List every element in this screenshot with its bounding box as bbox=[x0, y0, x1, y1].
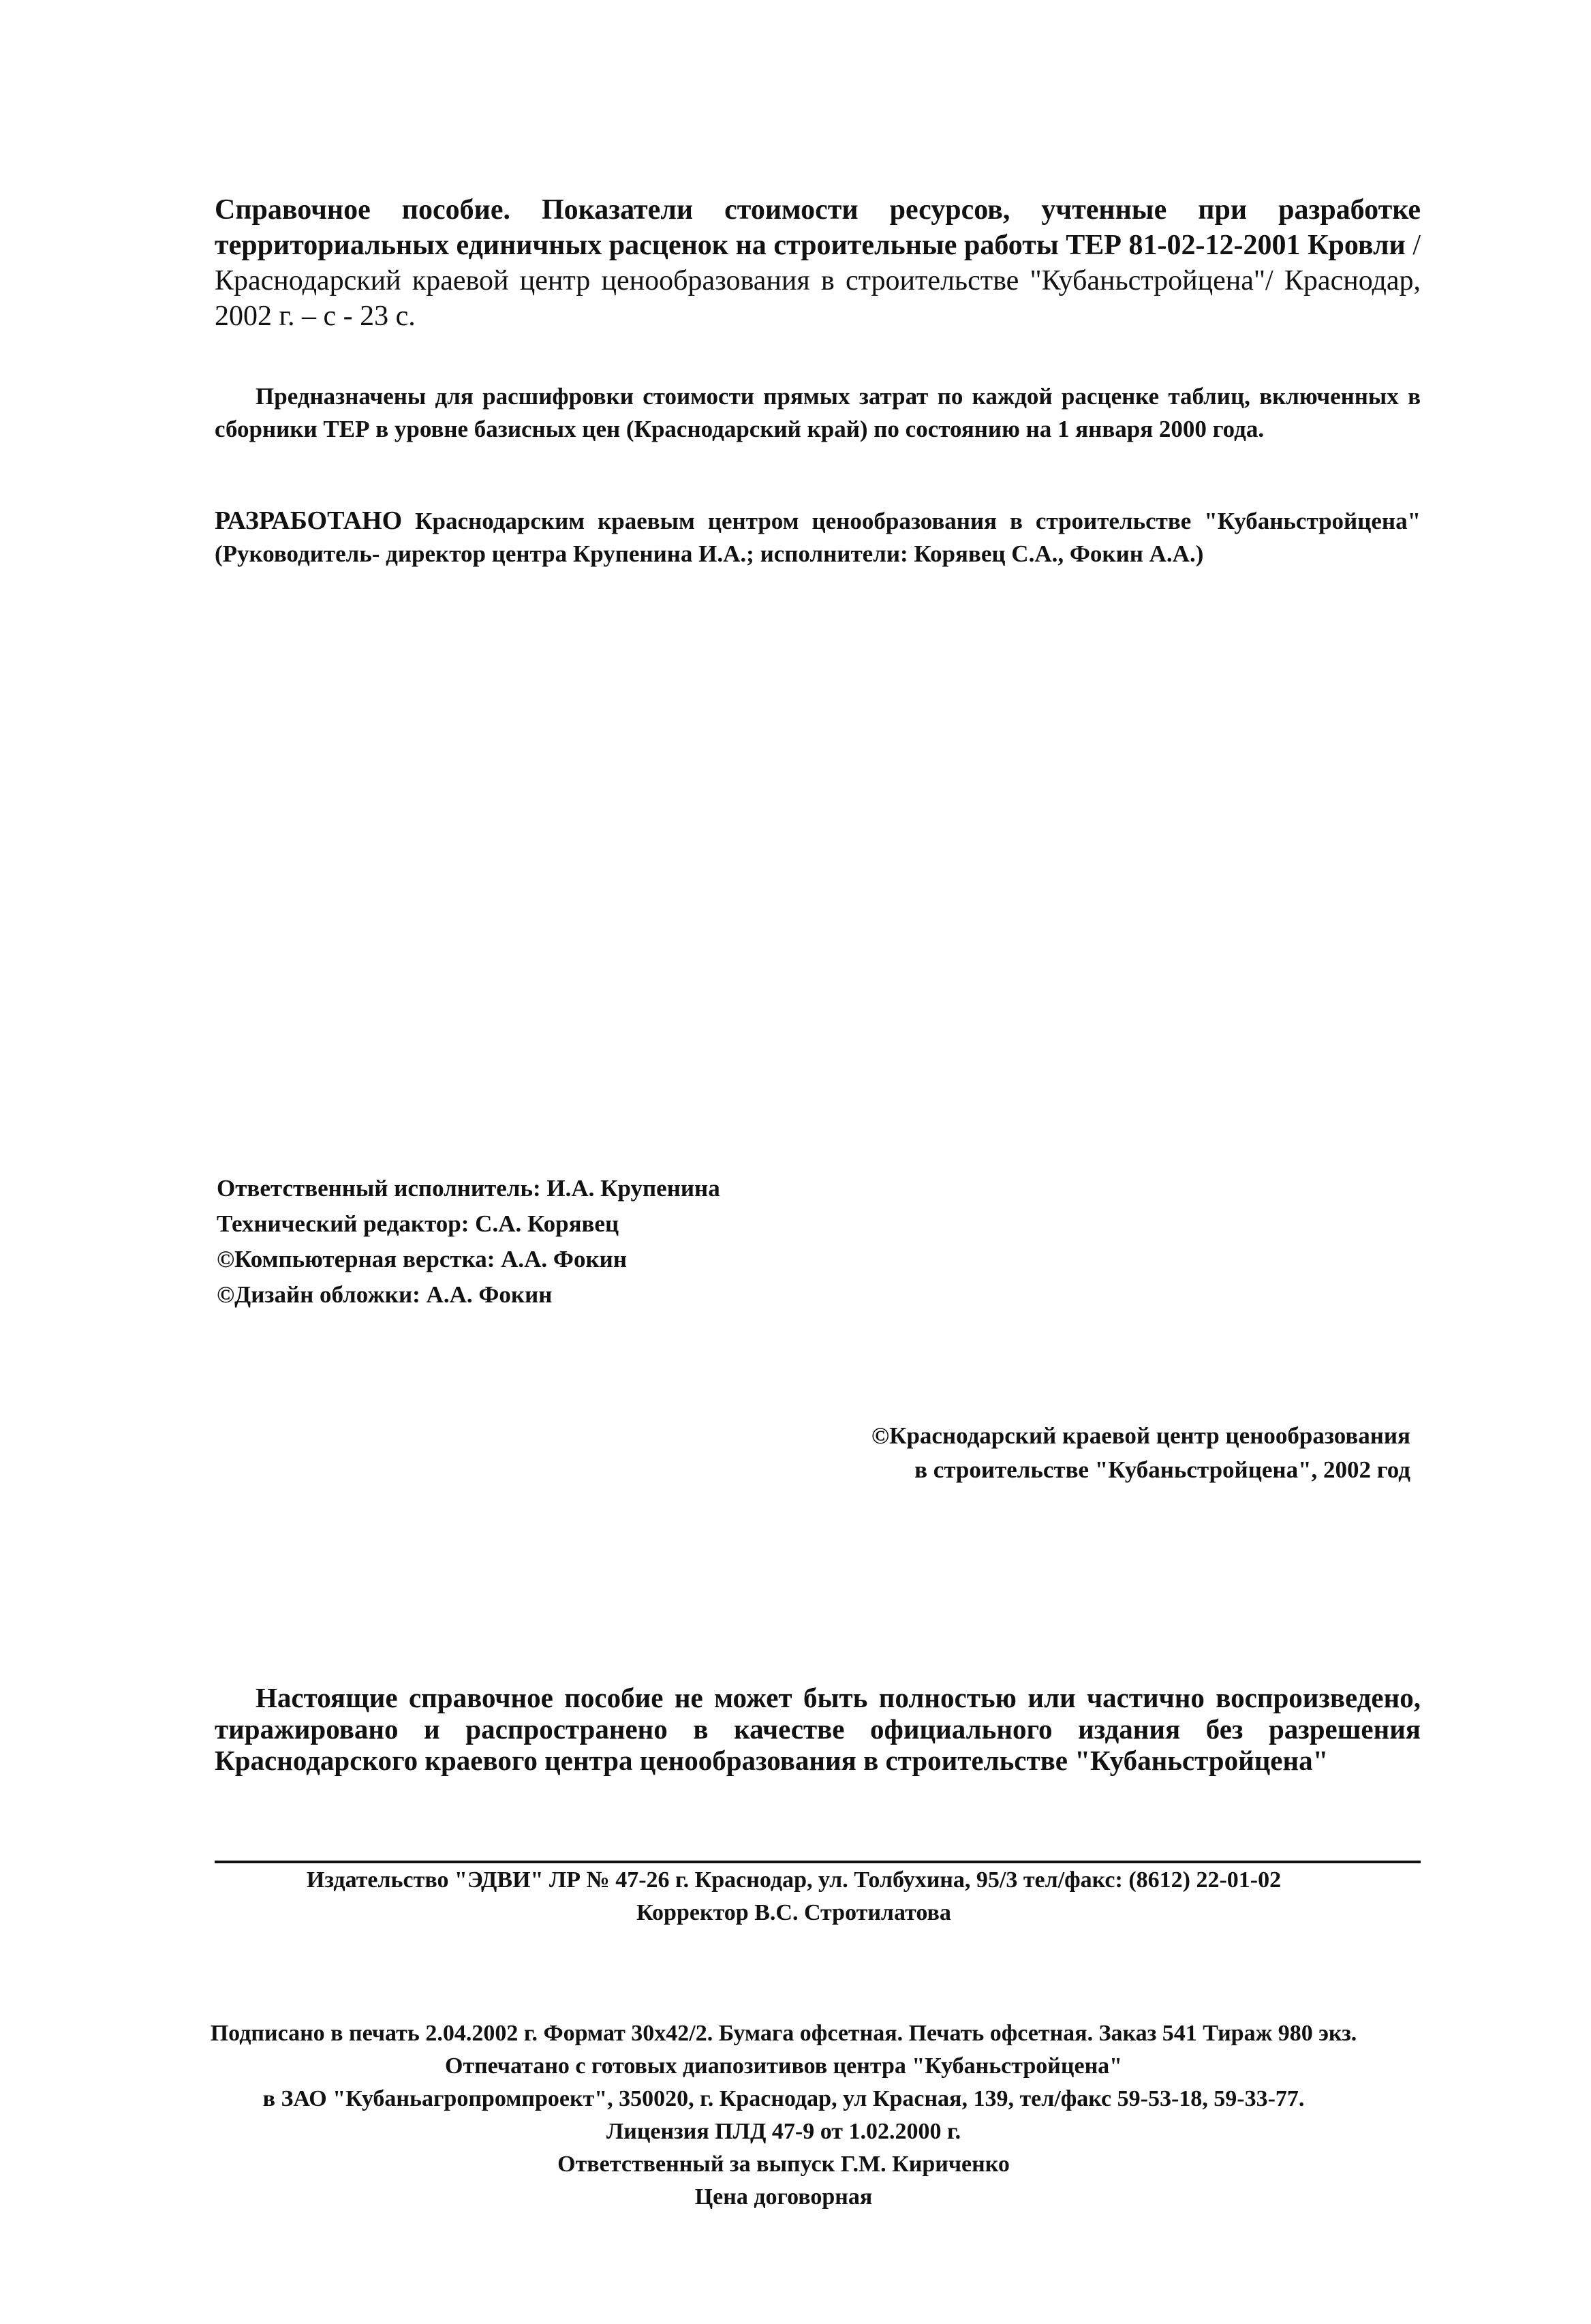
corrector-line: Корректор В.С. Стротилатова bbox=[636, 1900, 951, 1925]
horizontal-divider bbox=[215, 1861, 1421, 1863]
publisher-line: Издательство "ЭДВИ" ЛР № 47-26 г. Краснодар, ул. Толбухина, 95/3 тел/факс: (8612) 22-01-02 bbox=[306, 1867, 1282, 1893]
developed-paragraph bbox=[215, 504, 1421, 570]
credit-line: Технический редактор: С.А. Корявец bbox=[217, 1210, 619, 1237]
imprint-info bbox=[157, 2017, 1410, 2214]
copyright-notice bbox=[681, 1419, 1410, 1487]
bibliographic-description bbox=[215, 192, 1421, 334]
credit-line: ©Компьютерная верстка: А.А. Фокин bbox=[217, 1246, 627, 1272]
imprint-line: Лицензия ПЛД 47-9 от 1.02.2000 г. bbox=[606, 2119, 961, 2144]
purpose-paragraph: Предназначены для расшифровки стоимости прямых затрат по каждой расценке таблиц, включенных в сборники ТЕР в уровне базисных цен (Краснодарский край) по состоянию на 1 января 2000 года. bbox=[215, 383, 1421, 442]
publisher-info bbox=[177, 1864, 1410, 1929]
copyright-line: ©Краснодарский краевой центр ценообразования bbox=[871, 1422, 1410, 1449]
imprint-line: Отпечатано с готовых диапозитивов центра "Кубаньстройцена" bbox=[444, 2053, 1123, 2079]
credits-list bbox=[217, 1171, 898, 1313]
copyright-line: в строительстве "Кубаньстройцена", 2002 год bbox=[914, 1456, 1410, 1483]
imprint-line: в ЗАО "Кубаньагропромпроект", 350020, г. Краснодар, ул Красная, 139, тел/факс 59-53-18, 59-33-77. bbox=[262, 2086, 1305, 2111]
credit-line: Ответственный исполнитель: И.А. Крупенина bbox=[217, 1175, 720, 1202]
reproduction-notice: Настоящие справочное пособие не может быть полностью или частично воспроизведено, тиражировано и распространено в качестве официального издания без разрешения Краснодарского краевого центра ценообразования в строительстве "Кубаньстройцена" bbox=[215, 1682, 1421, 1776]
imprint-line: Подписано в печать 2.04.2002 г. Формат 30x42/2. Бумага офсетная. Печать офсетная. Заказ 541 Тираж 980 экз. bbox=[210, 2021, 1357, 2046]
imprint-line: Цена договорная bbox=[694, 2184, 873, 2210]
imprint-line: Ответственный за выпуск Г.М. Кириченко bbox=[557, 2152, 1010, 2177]
credit-line: ©Дизайн обложки: А.А. Фокин bbox=[217, 1281, 553, 1308]
developed-lead: РАЗРАБОТАНО bbox=[215, 506, 403, 535]
developed-text: Краснодарским краевым центром ценообразования в строительстве "Кубаньстройцена" (Руководитель- директор центра Крупенина И.А.; исполнители: Корявец С.А., Фокин А.А.) bbox=[215, 508, 1421, 567]
bibliography-publication-info: /Краснодарский краевой центр ценообразования в строительстве "Кубаньстройцена"/ Краснодар, 2002 г. – с - 23 с. bbox=[215, 230, 1421, 332]
bibliography-title: Справочное пособие. Показатели стоимости ресурсов, учтенные при разработке территориальных единичных расценок на строительные работы ТЕР 81-02-12-2001 Кровли bbox=[215, 194, 1421, 261]
